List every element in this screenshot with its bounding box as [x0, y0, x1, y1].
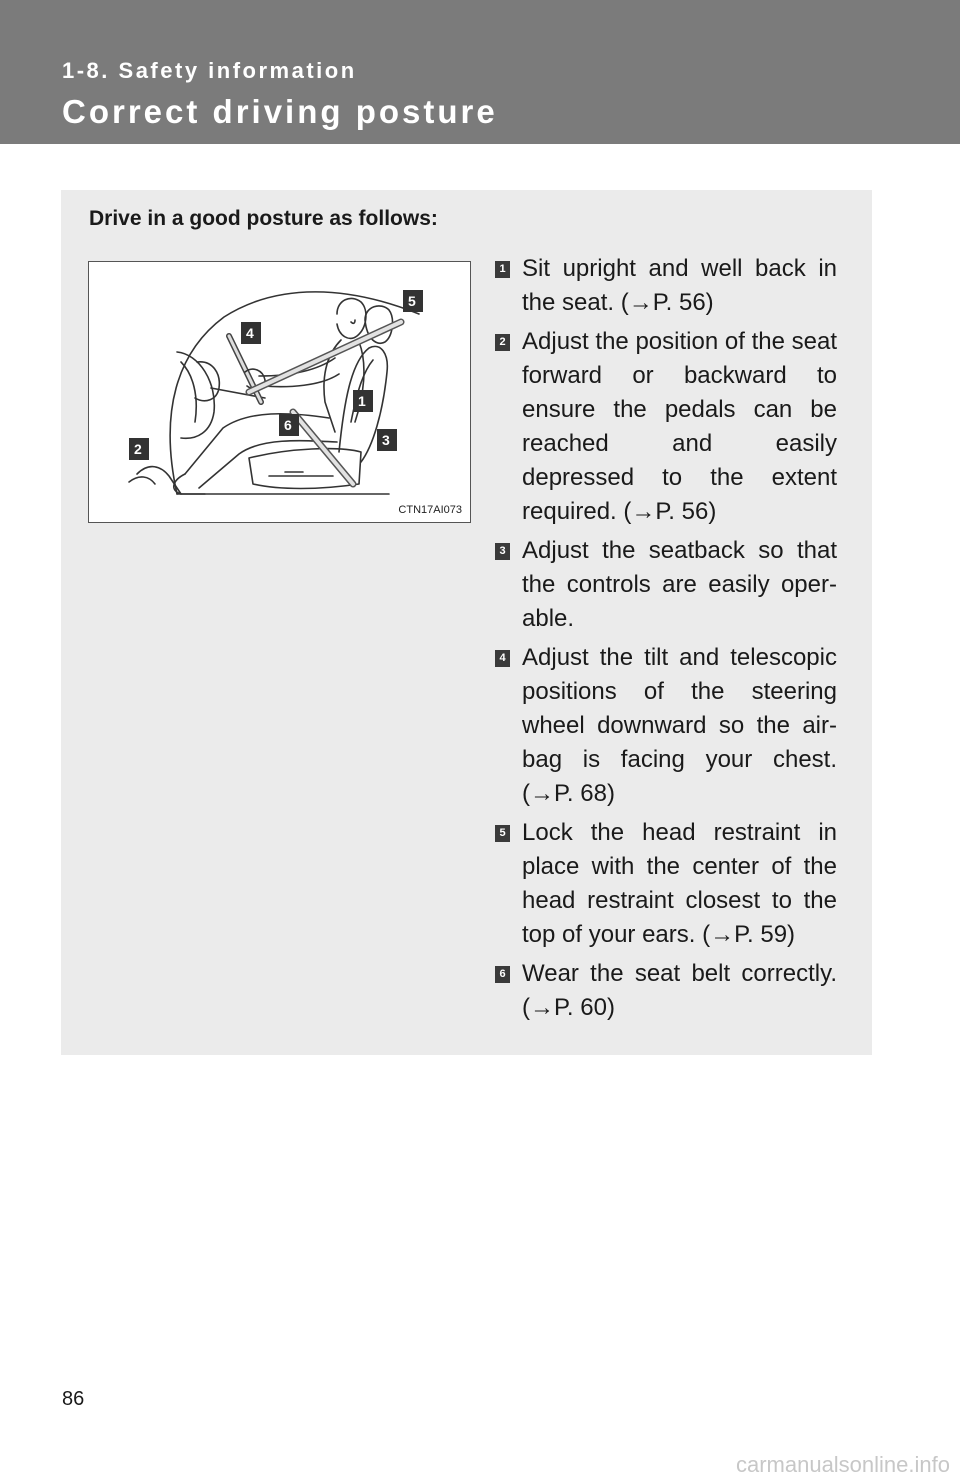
callout-3: [377, 429, 397, 451]
step-item: [495, 641, 837, 811]
step-number-badge: 5: [495, 825, 510, 842]
svg-text:6: 6: [284, 417, 292, 433]
step-item: [495, 816, 837, 952]
figure-code: CTN17AI073: [398, 504, 462, 516]
step-number-badge: 1: [495, 261, 510, 278]
step-item: [495, 957, 837, 1025]
svg-text:3: 3: [382, 432, 390, 448]
page-header: [0, 0, 960, 144]
callout-6: [279, 414, 299, 436]
page-reference: →P. 68): [530, 780, 615, 807]
page-reference: →P. 56): [631, 498, 717, 525]
page-number: 86: [62, 1388, 85, 1410]
svg-text:5: 5: [408, 293, 416, 309]
step-text: Wear the seat belt correctly. (: [522, 960, 837, 1021]
footer-watermark: carmanualsonline.info: [735, 1452, 950, 1477]
step-item: [495, 325, 837, 529]
step-number-badge: 4: [495, 650, 510, 667]
page-reference: →P. 60): [530, 994, 615, 1021]
svg-text:4: 4: [246, 325, 254, 341]
posture-steps: [495, 252, 837, 1030]
section-label: 1-8. Safety information: [62, 58, 357, 83]
driver-seat-drawing: [89, 262, 470, 522]
step-text: Adjust the tilt and telescopic positions of the steering wheel downward so the air-bag is facing your chest. (: [522, 644, 837, 807]
page-reference: →P. 56): [628, 289, 714, 316]
step-text: Adjust the seatback so that the controls are easily oper-able.: [522, 537, 837, 632]
step-item: [495, 252, 837, 320]
intro-text: Drive in a good posture as follows:: [89, 207, 438, 230]
step-text: Lock the head restraint in place with the center of the head restraint closest to the top of your ears. (: [522, 819, 837, 948]
page-reference: →P. 59): [710, 921, 796, 948]
driving-posture-illustration: [88, 261, 471, 523]
svg-text:1: 1: [358, 393, 366, 409]
content-panel: [61, 190, 872, 1055]
step-text: Sit upright and well back in the seat. (: [522, 255, 837, 316]
callout-2: [129, 438, 149, 460]
step-text: Adjust the position of the seat forward or backward to ensure the pedals can be reached and easily depressed to the extent required. (: [522, 328, 837, 525]
page-title: Correct driving posture: [62, 93, 498, 130]
callout-1: [353, 390, 373, 412]
step-item: [495, 534, 837, 636]
step-number-badge: 6: [495, 966, 510, 983]
callout-5: [403, 290, 423, 312]
callout-4: [241, 322, 261, 344]
step-number-badge: 2: [495, 334, 510, 351]
step-number-badge: 3: [495, 543, 510, 560]
svg-text:2: 2: [134, 441, 142, 457]
